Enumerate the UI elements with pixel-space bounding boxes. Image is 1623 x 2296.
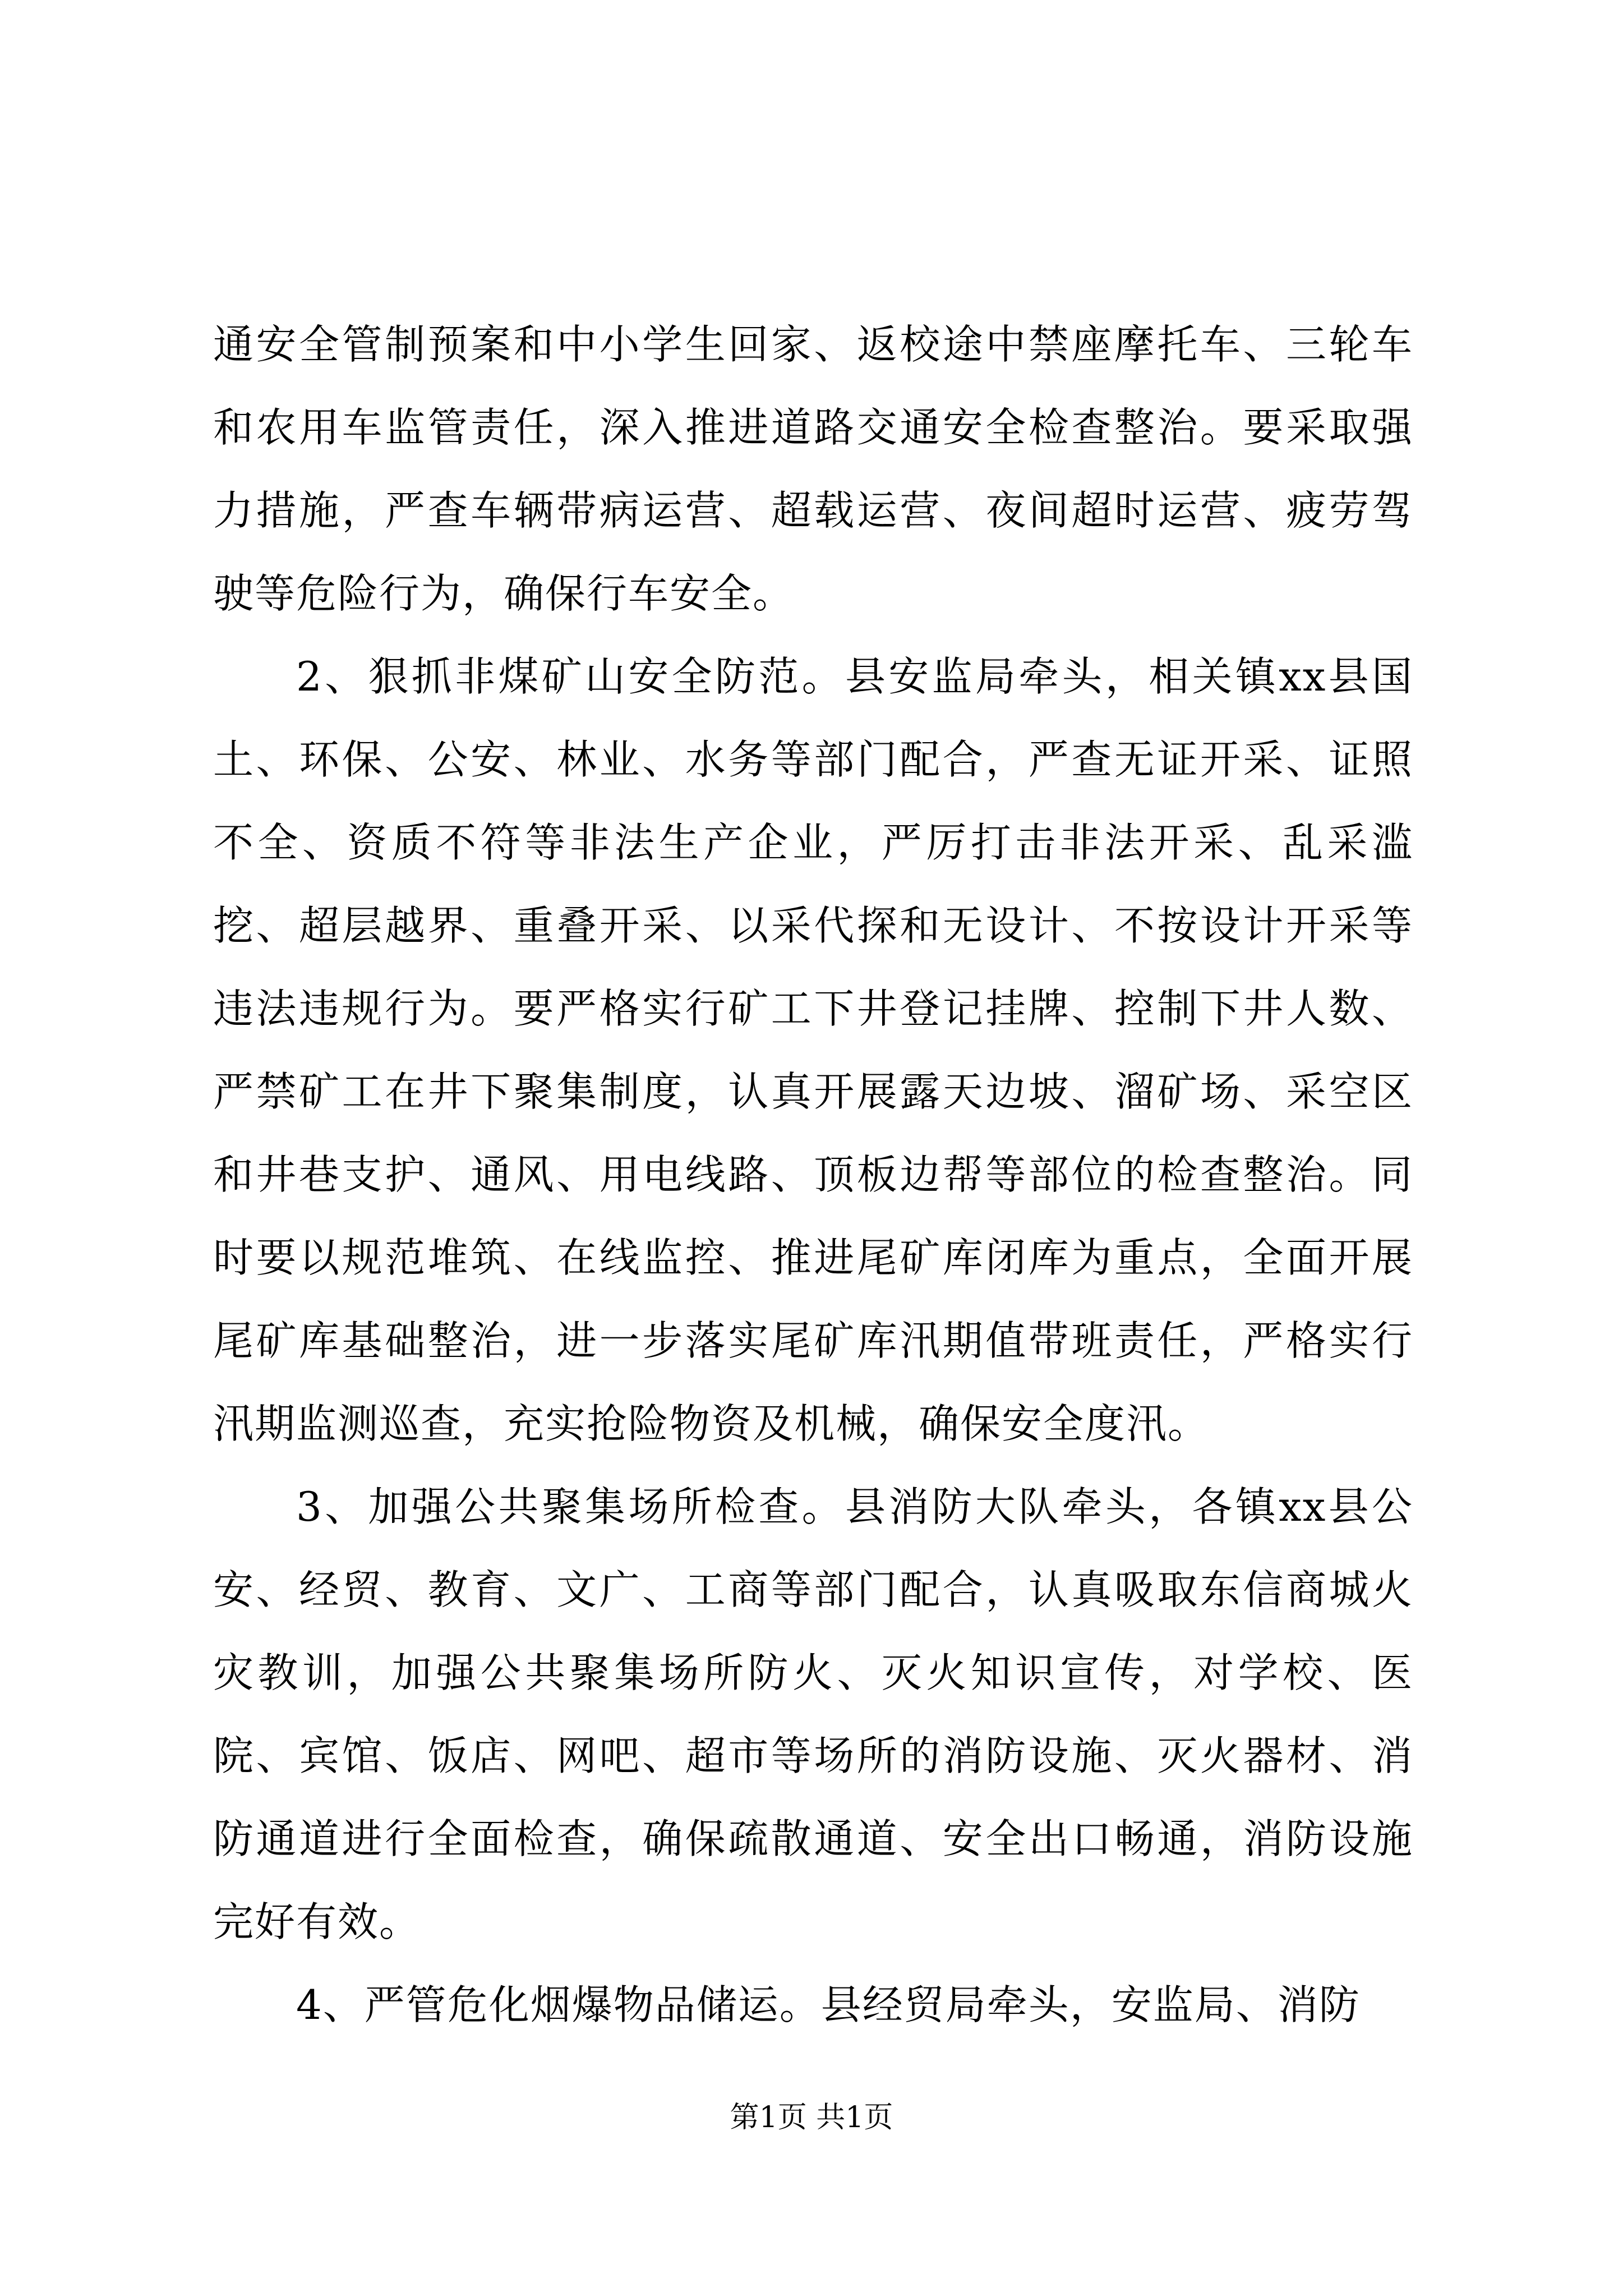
paragraph-item-2: 2、狠抓非煤矿山安全防范。县安监局牵头，相关镇xx县国土、环保、公安、林业、水务等部门配合，严查无证开采、证照不全、资质不符等非法生产企业，严厉打击非法开采、乱采滥挖、超层越界、重叠开采、以采代探和无设计、不按设计开采等违法违规行为。要严格实行矿工下井登记挂牌、控制下井人数、严禁矿工在井下聚集制度，认真开展露天边坡、溜矿场、采空区和井巷支护、通风、用电线路、顶板边帮等部位的检查整治。同时要以规范堆筑、在线监控、推进尾矿库闭库为重点，全面开展尾矿库基础整治，进一步落实尾矿库汛期值带班责任，严格实行汛期监测巡查，充实抢险物资及机械，确保安全度汛。 xyxy=(213,653,1413,1447)
paragraph-continuation: 通安全管制预案和中小学生回家、返校途中禁座摩托车、三轮车和农用车监管责任，深入推进道路交通安全检查整治。要采取强力措施，严查车辆带病运营、超载运营、夜间超时运营、疲劳驾驶等危险行为，确保行车安全。 xyxy=(213,321,1413,617)
document-body xyxy=(213,303,1413,2046)
paragraph-item-3: 3、加强公共聚集场所检查。县消防大队牵头，各镇xx县公安、经贸、教育、文广、工商等部门配合，认真吸取东信商城火灾教训，加强公共聚集场所防火、灭火知识宣传，对学校、医院、宾馆、饭店、网吧、超市等场所的消防设施、灭火器材、消防通道进行全面检查，确保疏散通道、安全出口畅通，消防设施完好有效。 xyxy=(213,1483,1413,1945)
page-footer: 第1页 共1页 xyxy=(730,2101,893,2134)
paragraph-item-4: 4、严管危化烟爆物品储运。县经贸局牵头，安监局、消防 xyxy=(296,1981,1361,2028)
